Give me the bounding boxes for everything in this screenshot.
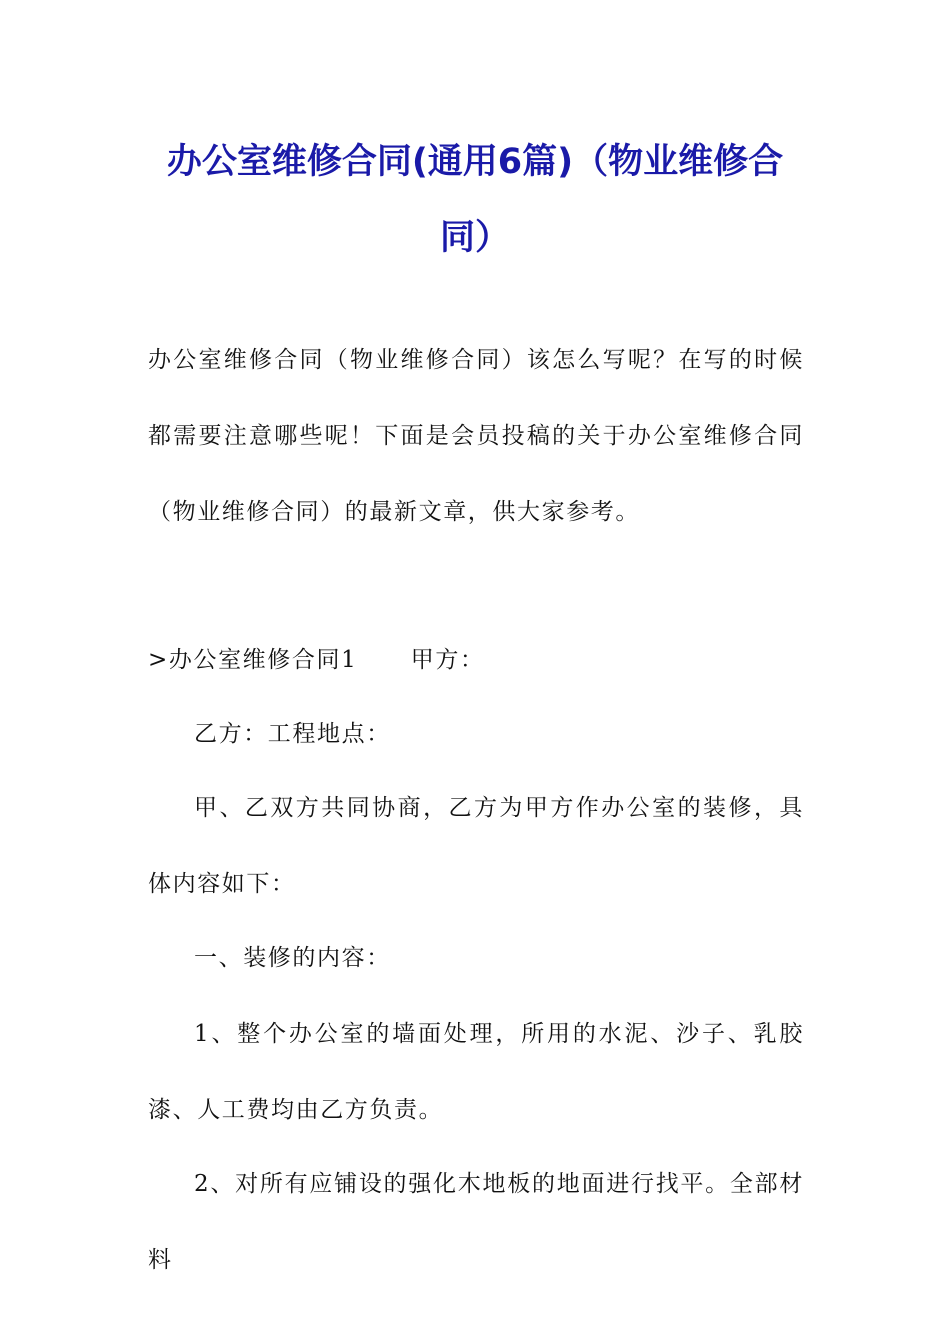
section-heading-line [148,622,804,698]
document-title: 办公室维修合同(通用6篇)（物业维修合同） [166,142,784,258]
party-b-line: 乙方：工程地点： [194,721,391,747]
item-2-paragraph: 2、对所有应铺设的强化木地板的地面进行找平。全部材料 [148,1171,804,1273]
section-heading: >办公室维修合同1 [148,647,358,673]
contents-heading: 一、装修的内容： [194,945,391,971]
intro-paragraph: 办公室维修合同（物业维修合同）该怎么写呢？在写的时候都需要注意哪些呢！下面是会员投稿的关于办公室维修合同（物业维修合同）的最新文章，供大家参考。 [148,347,804,525]
item-1-paragraph: 1、整个办公室的墙面处理，所用的水泥、沙子、乳胶漆、人工费均由乙方负责。 [148,1021,804,1123]
party-a-label: 甲方： [410,647,485,673]
agreement-paragraph: 甲、乙双方共同协商，乙方为甲方作办公室的装修，具体内容如下： [148,795,804,897]
